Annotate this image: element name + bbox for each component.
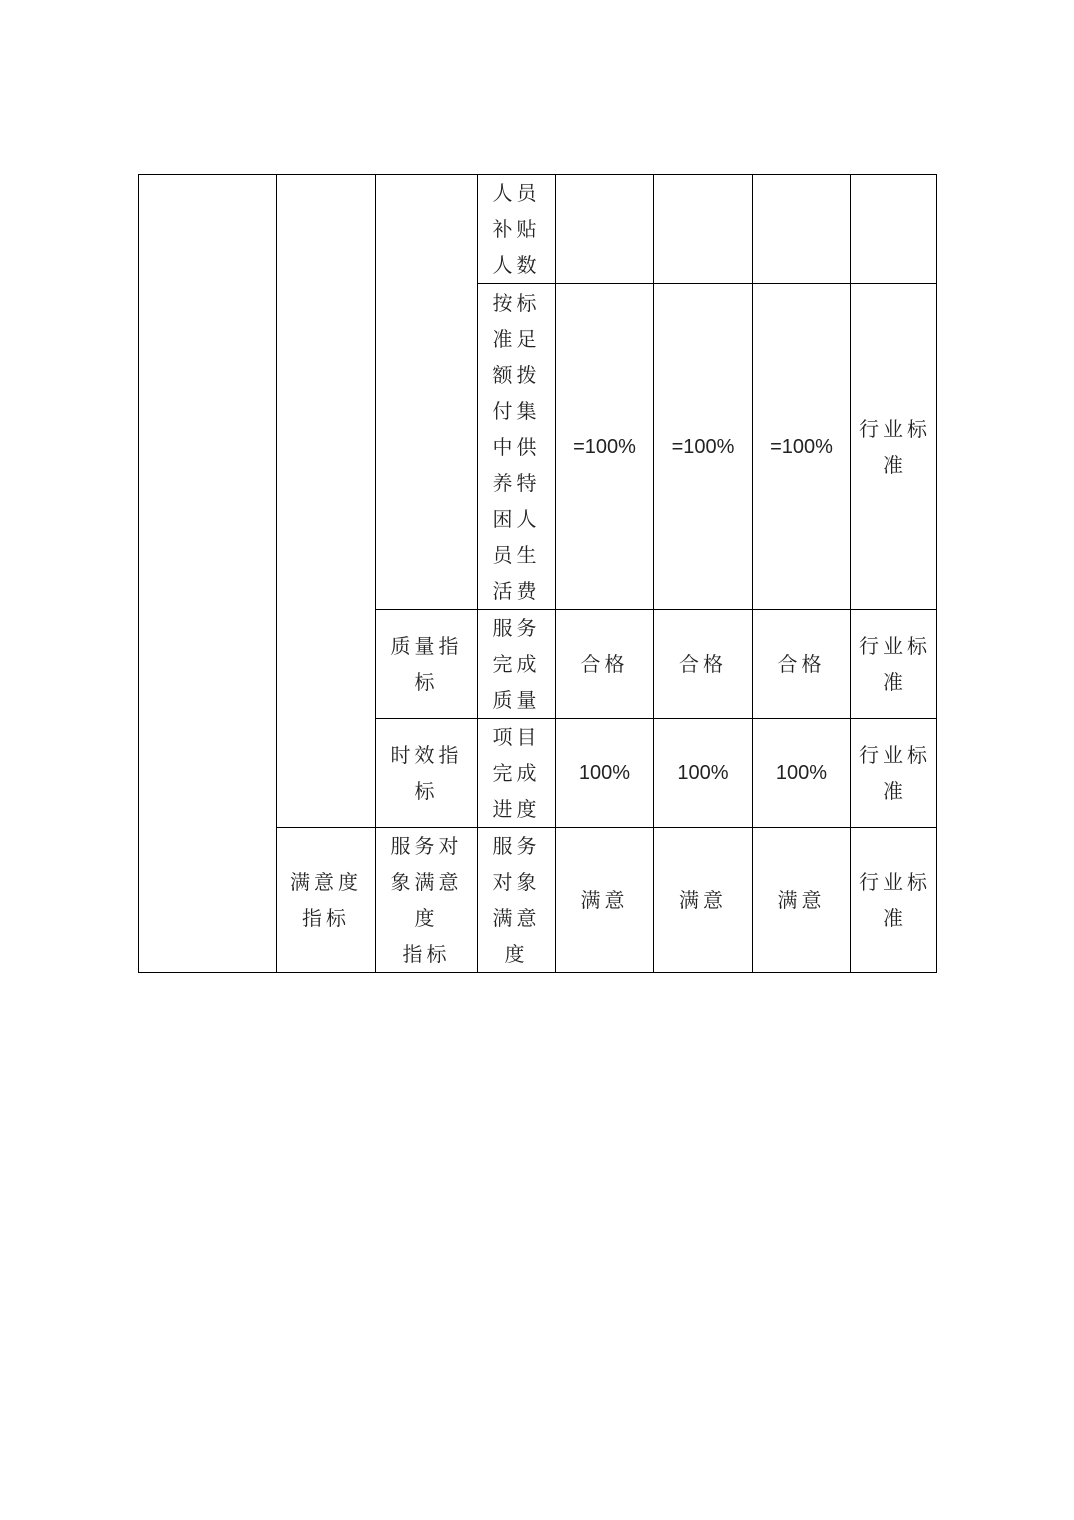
basis-cell	[851, 284, 937, 610]
indicator-cell	[478, 175, 556, 284]
indicator-line: 人员	[492, 181, 541, 205]
indicator-line: 困人	[492, 506, 541, 531]
basis-cell	[851, 828, 937, 973]
indicator-line: 满意	[492, 906, 541, 930]
indicator-cell	[478, 719, 556, 828]
target-cell: 100%	[654, 719, 753, 828]
target-cell: =100%	[654, 284, 753, 610]
basis-line: 准	[883, 670, 907, 694]
basis-line: 行业标	[859, 634, 931, 658]
indicator-cell	[478, 828, 556, 973]
tier2-line: 指标	[302, 906, 350, 930]
tier3-line: 标	[414, 670, 439, 694]
tier3-cell	[376, 828, 478, 973]
basis-line: 准	[883, 906, 907, 930]
tier2-line: 满意度	[290, 870, 362, 894]
indicator-line: 付集	[492, 398, 541, 423]
indicator-line: 服务	[492, 834, 541, 858]
indicator-line: 准足	[492, 326, 541, 351]
tier3-line: 标	[414, 779, 439, 803]
performance-indicator-table	[138, 174, 937, 973]
basis-cell	[851, 719, 937, 828]
target-cell: 100%	[556, 719, 654, 828]
indicator-line: 按标	[492, 290, 541, 315]
indicator-cell	[478, 610, 556, 719]
target-cell: 合格	[753, 610, 851, 719]
tier3-cell	[376, 719, 478, 828]
target-cell: 满意	[654, 828, 753, 973]
basis-line: 行业标	[859, 870, 931, 894]
basis-line: 行业标	[859, 743, 931, 767]
tier2-cell	[277, 828, 376, 973]
target-cell: 合格	[556, 610, 654, 719]
tier3-line: 质量指	[390, 634, 463, 658]
indicator-line: 度	[504, 942, 529, 966]
target-cell: 100%	[753, 719, 851, 828]
tier3-line: 度	[414, 906, 439, 930]
target-cell	[654, 175, 753, 284]
basis-line: 准	[883, 452, 907, 477]
target-cell: 合格	[654, 610, 753, 719]
target-cell: =100%	[753, 284, 851, 610]
indicator-line: 完成	[492, 761, 541, 785]
indicator-line: 养特	[492, 470, 541, 495]
indicator-line: 服务	[492, 616, 541, 640]
tier3-cell	[376, 610, 478, 719]
tier2-cell	[277, 175, 376, 828]
target-cell	[753, 175, 851, 284]
indicator-cell	[478, 284, 556, 610]
indicator-line: 活费	[492, 578, 541, 603]
basis-line: 行业标	[859, 416, 931, 441]
indicator-line: 员生	[492, 542, 541, 567]
indicator-line: 中供	[492, 434, 541, 459]
basis-line: 准	[883, 779, 907, 803]
basis-cell	[851, 175, 937, 284]
target-cell: 满意	[556, 828, 654, 973]
target-cell	[556, 175, 654, 284]
tier1-cell	[139, 175, 277, 973]
tier3-line: 指标	[402, 942, 451, 966]
tier3-line: 服务对	[390, 834, 463, 858]
basis-cell	[851, 610, 937, 719]
indicator-line: 质量	[492, 688, 541, 712]
tier3-line: 时效指	[390, 743, 463, 767]
table-row	[139, 175, 937, 284]
indicator-line: 对象	[492, 870, 541, 894]
indicator-line: 补贴	[492, 217, 541, 241]
indicator-line: 项目	[492, 725, 541, 749]
tier3-line: 象满意	[390, 870, 463, 894]
tier3-quantity-cell	[376, 175, 478, 610]
target-cell: 满意	[753, 828, 851, 973]
indicator-line: 完成	[492, 652, 541, 676]
indicator-line: 进度	[492, 797, 541, 821]
indicator-line: 额拨	[492, 362, 541, 387]
indicator-line: 人数	[492, 253, 541, 277]
target-cell: =100%	[556, 284, 654, 610]
